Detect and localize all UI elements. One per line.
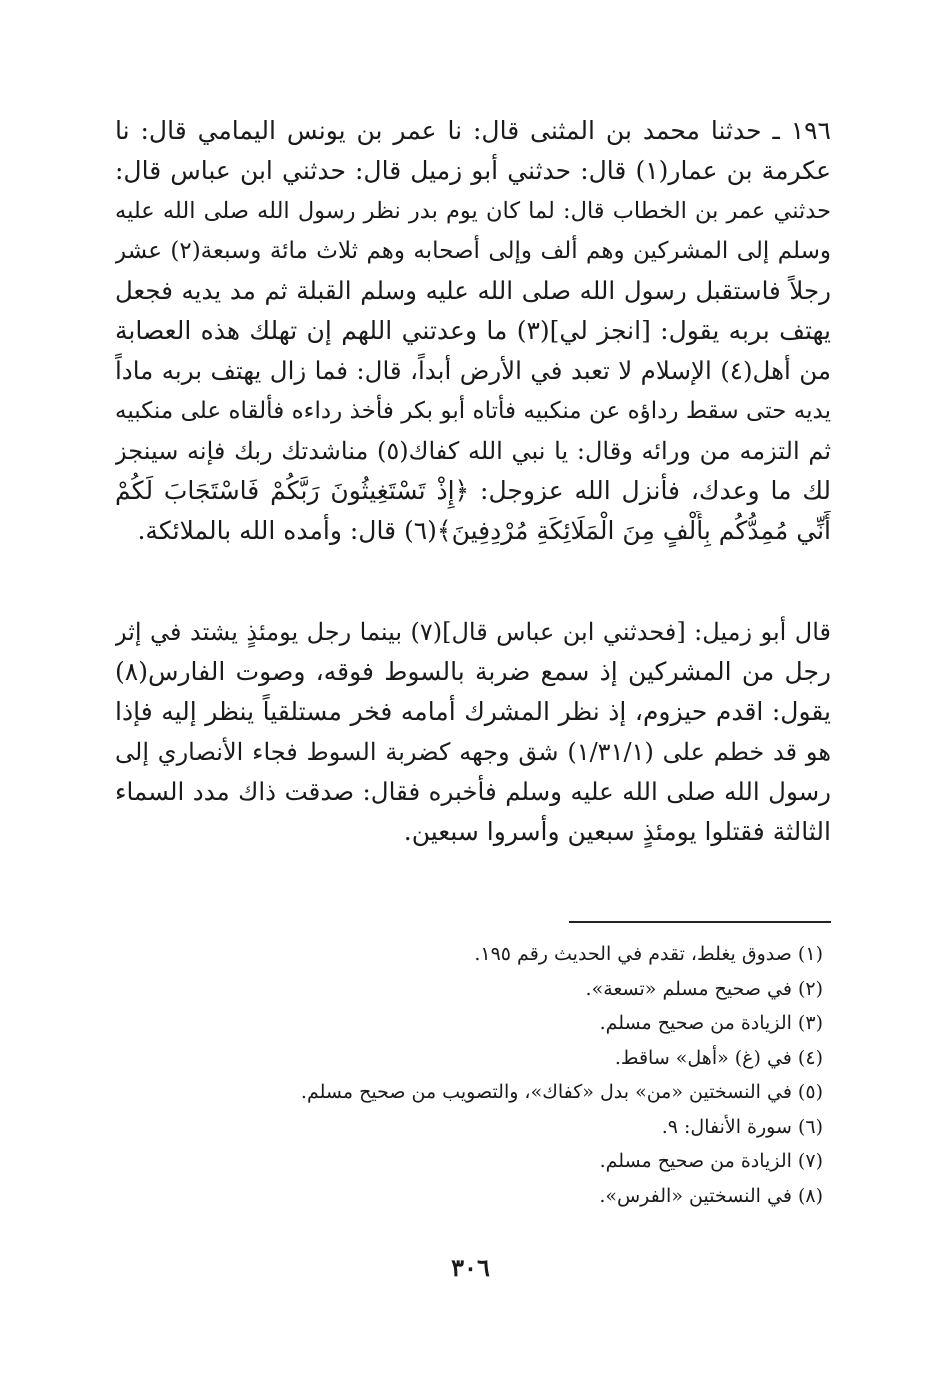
footnotes [123, 937, 823, 1213]
text-line: رجل من المشركين إذ سمع ضربة بالسوط فوقه، وصوت الفارس(٨) [115, 657, 831, 686]
text-line: يهتف بربه يقول: [انجز لي](٣) ما وعدتني اللهم إن تهلك هذه العصابة [115, 316, 831, 345]
footnote: (٦) سورة الأنفال: ٩. [661, 1115, 823, 1138]
text-line: وسلم إلى المشركين وهم ألف وإلى أصحابه وهم ثلاث مائة وسبعة(٢) عشر [115, 238, 831, 264]
footnote: (٤) في (غ) «أهل» ساقط. [614, 1046, 823, 1069]
hadith-paragraph [115, 111, 831, 551]
footnote: (٨) في النسختين «الفرس». [599, 1184, 823, 1207]
text-line: هو قد خطم على (١/٣١/١) شق وجهه كضربة السوط فجاء الأنصاري إلى [115, 738, 831, 766]
footnote: (٧) الزيادة من صحيح مسلم. [599, 1150, 823, 1172]
text-line: عكرمة بن عمار(١) قال: حدثني أبو زميل قال: حدثني ابن عباس قال: [115, 156, 831, 185]
text-line: يديه حتى سقط رداؤه عن منكبيه فأتاه أبو بكر فأخذ رداءه فألقاه على منكبيه [115, 398, 831, 424]
text-line: رجلاً فاستقبل رسول الله صلى الله عليه وسلم القبلة ثم مد يديه فجعل [115, 276, 831, 305]
text-line: ١٩٦ ـ حدثنا محمد بن المثنى قال: نا عمر بن يونس اليمامي قال: نا [115, 116, 831, 145]
text-line: قال أبو زميل: [فحدثني ابن عباس قال](٧) بينما رجل يومئذٍ يشتد في إثر [115, 618, 831, 646]
narration-paragraph [115, 612, 831, 852]
text-line: الثالثة فقتلوا يومئذٍ سبعين وأسروا سبعين. [403, 817, 831, 846]
text-line: رسول الله صلى الله عليه وسلم فأخبره فقال: صدقت ذاك مدد السماء [115, 777, 831, 806]
text-line: ثم التزمه من ورائه وقال: يا نبي الله كفاك(٥) مناشدتك ربك فإنه سينجز [115, 437, 831, 465]
text-line: يقول: اقدم حيزوم، إذ نظر المشرك أمامه فخر مستلقياً ينظر إليه فإذا [115, 697, 831, 726]
text-line: لك ما وعدك، فأنزل الله عزوجل: ﴿إِذْ تَسْتَغِيثُونَ رَبَّكُمْ فَاسْتَجَابَ لَكُمْ [115, 476, 831, 505]
footnote: (٥) في النسختين «من» بدل «كفاك»، والتصويب من صحيح مسلم. [300, 1081, 823, 1103]
text-line: من أهل(٤) الإسلام لا تعبد في الأرض أبداً، قال: فما زال يهتف بربه ماداً [115, 356, 831, 385]
text-line: أَنِّي مُمِدُّكُم بِأَلْفٍ مِنَ الْمَلَائِكَةِ مُرْدِفِينَ﴾(٦) قال: وأمده الله بالملائكة. [137, 516, 831, 545]
footnote-divider [569, 921, 831, 923]
footnote: (٣) الزيادة من صحيح مسلم. [599, 1012, 823, 1034]
page-number: ٣٠٦ [451, 1253, 490, 1282]
text-line: حدثني عمر بن الخطاب قال: لما كان يوم بدر نظر رسول الله صلى الله عليه [115, 198, 831, 224]
footnote: (١) صدوق يغلط، تقدم في الحديث رقم ١٩٥. [474, 943, 823, 965]
footnote: (٢) في صحيح مسلم «تسعة». [585, 977, 823, 1000]
